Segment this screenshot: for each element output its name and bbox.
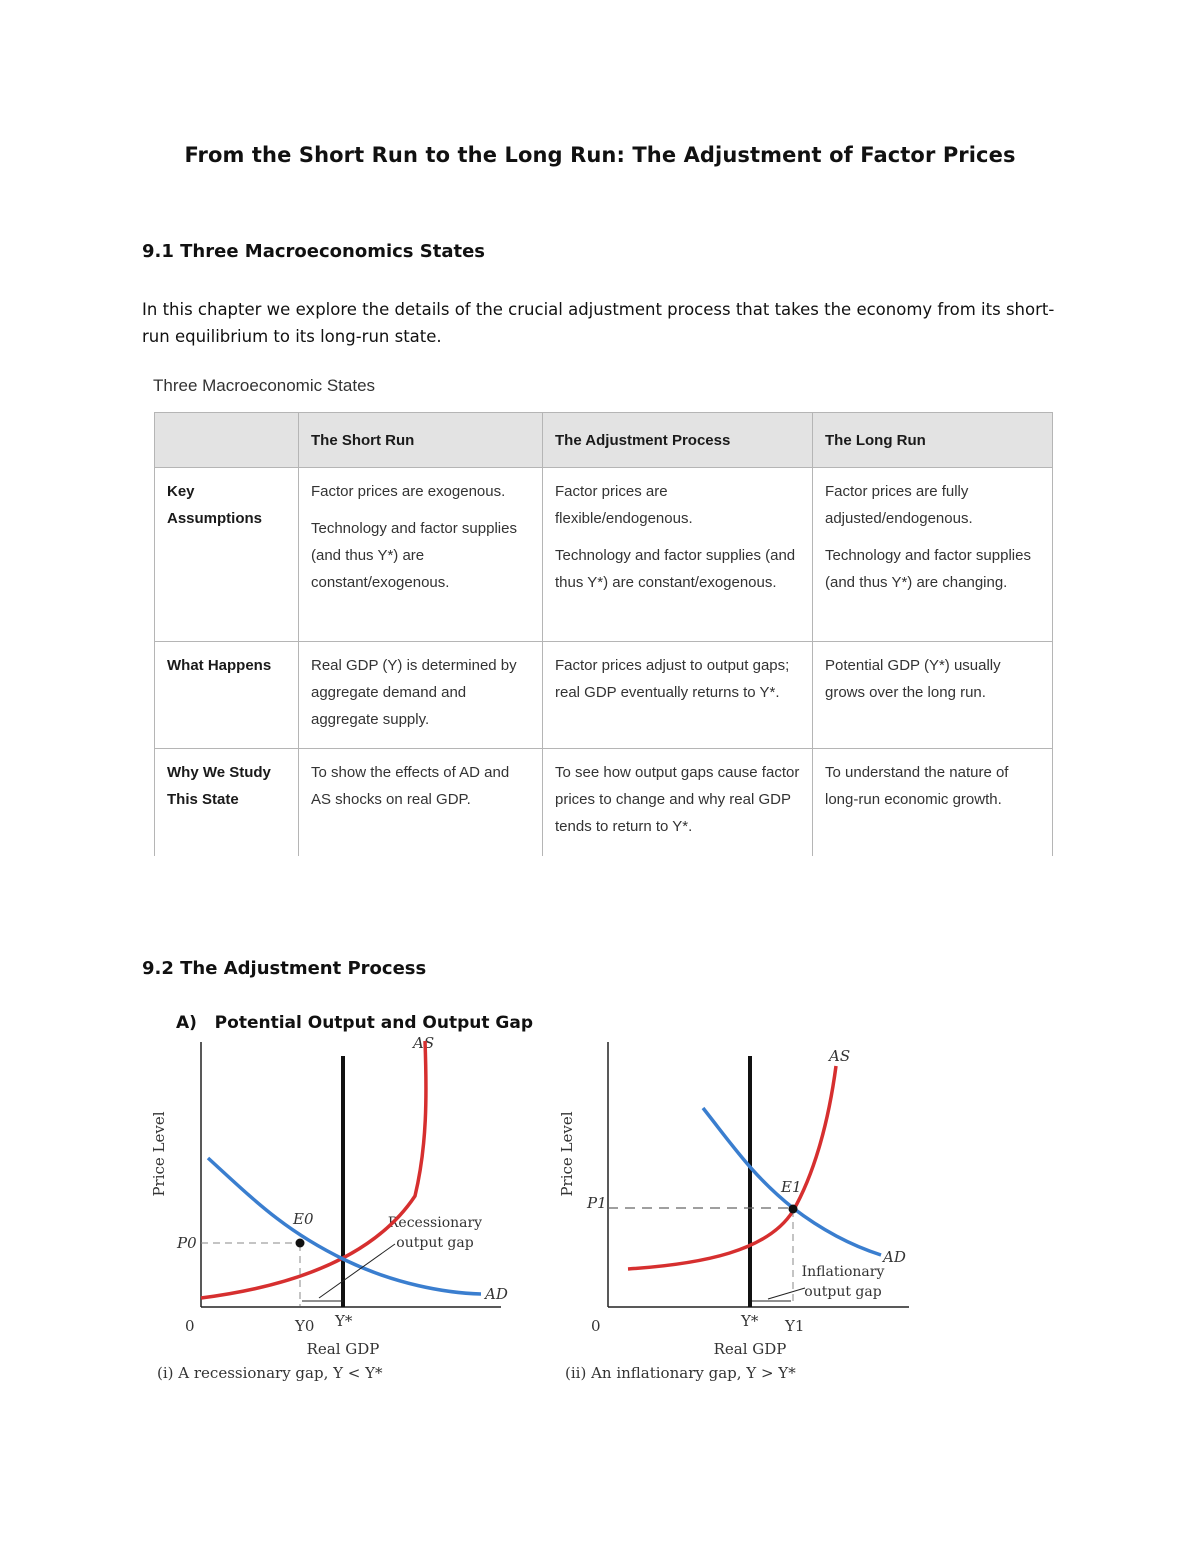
x-tick-label: Y0 bbox=[295, 1317, 315, 1335]
table-cell bbox=[543, 749, 813, 857]
equilibrium-label: E1 bbox=[781, 1178, 802, 1196]
equilibrium-point bbox=[296, 1239, 305, 1248]
chart-inflationary-gap bbox=[553, 1036, 933, 1386]
equilibrium-label: E0 bbox=[293, 1210, 314, 1228]
row-label: Key Assumptions bbox=[155, 468, 299, 642]
x-axis-label: Real GDP bbox=[306, 1340, 380, 1358]
y-axis-label: Price Level bbox=[558, 1111, 576, 1197]
page-title: From the Short Run to the Long Run: The Adjustment of Factor Prices bbox=[184, 143, 1016, 167]
y-tick-label: P1 bbox=[587, 1194, 607, 1212]
cell-text: Technology and factor supplies (and thus Y*) are constant/exogenous. bbox=[311, 520, 517, 591]
section-heading-9-1: 9.1 Three Macroeconomics States bbox=[142, 241, 486, 262]
intro-paragraph: In this chapter we explore the details of the crucial adjustment process that takes the economy from its short-run equilibrium to its long-run state. bbox=[142, 300, 1055, 346]
cell-text: Real GDP (Y) is determined by aggregate demand and aggregate supply. bbox=[311, 657, 517, 728]
gap-annotation: Recessionary output gap bbox=[387, 1215, 483, 1251]
cell-text: Factor prices are flexible/endogenous. bbox=[555, 483, 693, 527]
table-cell bbox=[543, 642, 813, 749]
as-curve bbox=[628, 1066, 836, 1269]
table-header-cell: The Short Run bbox=[299, 413, 543, 468]
macro-states-table bbox=[154, 412, 1053, 856]
table-header-row bbox=[155, 413, 1053, 468]
series-label-as: AS bbox=[413, 1036, 435, 1052]
table-cell bbox=[543, 468, 813, 642]
table-row bbox=[155, 642, 1053, 749]
cell-text: To show the effects of AD and AS shocks on real GDP. bbox=[311, 764, 510, 808]
table-header-cell: The Long Run bbox=[813, 413, 1053, 468]
x-tick-label: Y* bbox=[741, 1312, 759, 1330]
table-header-cell: The Adjustment Process bbox=[543, 413, 813, 468]
chart-caption: (ii) An inflationary gap, Y > Y* bbox=[565, 1364, 796, 1382]
cell-text: Technology and factor supplies (and thus Y*) are constant/exogenous. bbox=[555, 547, 796, 591]
cell-text: Factor prices are exogenous. bbox=[311, 483, 506, 500]
table-cell bbox=[813, 749, 1053, 857]
x-tick-label: Y1 bbox=[785, 1317, 805, 1335]
chart-caption: (i) A recessionary gap, Y < Y* bbox=[157, 1364, 383, 1382]
table-cell bbox=[299, 468, 543, 642]
section-heading-9-2: 9.2 The Adjustment Process bbox=[142, 958, 427, 979]
table-caption: Three Macroeconomic States bbox=[153, 376, 376, 395]
equilibrium-point bbox=[789, 1205, 798, 1214]
cell-text: Technology and factor supplies (and thus Y*) are changing. bbox=[825, 547, 1031, 591]
x-tick-label: Y* bbox=[335, 1312, 353, 1330]
cell-text: Potential GDP (Y*) usually grows over the long run. bbox=[825, 657, 1001, 701]
table-cell bbox=[813, 468, 1053, 642]
table-cell bbox=[813, 642, 1053, 749]
x-tick-label: 0 bbox=[185, 1317, 195, 1335]
series-label-as: AS bbox=[829, 1047, 851, 1065]
y-tick-label: P0 bbox=[177, 1234, 197, 1252]
row-label: Why We Study This State bbox=[155, 749, 299, 857]
table-cell bbox=[299, 642, 543, 749]
x-axis-label: Real GDP bbox=[713, 1340, 787, 1358]
table-header-cell bbox=[155, 413, 299, 468]
cell-text: Factor prices are fully adjusted/endogenous. bbox=[825, 483, 973, 527]
as-curve bbox=[201, 1041, 426, 1298]
series-label-ad: AD bbox=[485, 1285, 508, 1303]
table-cell bbox=[299, 749, 543, 857]
cell-text: To see how output gaps cause factor prices to change and why real GDP tends to return to Y*. bbox=[555, 764, 800, 835]
subsection-heading: A) Potential Output and Output Gap bbox=[176, 1013, 533, 1033]
cell-text: Factor prices adjust to output gaps; real GDP eventually returns to Y*. bbox=[555, 657, 790, 701]
table-row bbox=[155, 468, 1053, 642]
series-label-ad: AD bbox=[883, 1248, 906, 1266]
y-axis-label: Price Level bbox=[150, 1111, 168, 1197]
row-label: What Happens bbox=[155, 642, 299, 749]
x-tick-label: 0 bbox=[591, 1317, 601, 1335]
table-row bbox=[155, 749, 1053, 857]
cell-text: To understand the nature of long-run economic growth. bbox=[825, 764, 1009, 808]
chart-recessionary-gap bbox=[145, 1036, 525, 1386]
gap-annotation: Inflationary output gap bbox=[801, 1264, 885, 1300]
